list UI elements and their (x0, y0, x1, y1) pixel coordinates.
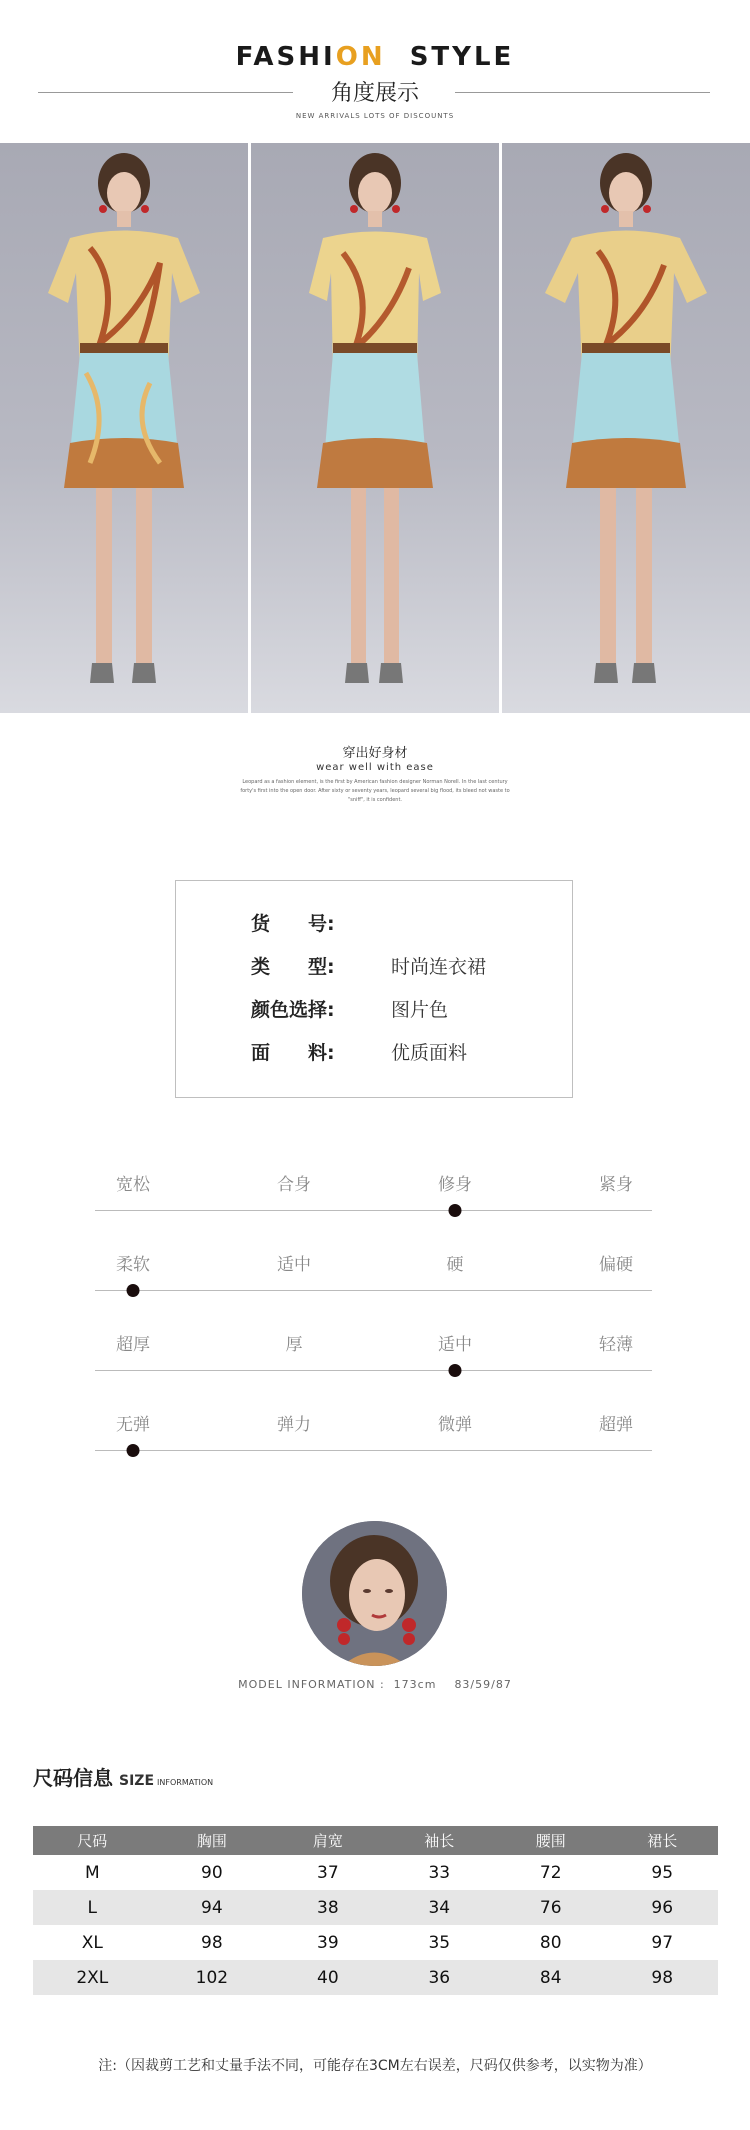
product-photo-1 (0, 143, 248, 713)
scale-marker (127, 1444, 140, 1457)
product-photo-2 (251, 143, 499, 713)
table-cell: XL (81, 1932, 103, 1953)
scale-label: 弹力 (277, 1415, 311, 1435)
table-cell: 90 (201, 1862, 223, 1883)
info-label: 类 型: (251, 956, 335, 978)
size-table (33, 1826, 718, 1995)
table-cell: 95 (651, 1862, 674, 1883)
scale-line (95, 1450, 652, 1451)
column-header: 腰围 (495, 1826, 606, 1855)
size-disclaimer-note: 注:（因裁剪工艺和丈量手法不同，可能存在3CM左右误差，尺码仅供参考，以实物为准） (98, 2058, 652, 2074)
size-table-header (33, 1826, 718, 1855)
scale-label: 宽松 (116, 1175, 150, 1195)
column-header: 裙长 (606, 1826, 718, 1855)
table-cell: 35 (428, 1932, 451, 1953)
model-information: MODEL INFORMATION : 173cm 83/59/87 (238, 1678, 512, 1691)
table-cell: 98 (201, 1932, 223, 1953)
table-cell: 102 (152, 1960, 273, 1995)
product-info-box (175, 880, 573, 1098)
scale-label: 合身 (277, 1175, 311, 1195)
scale-label: 厚 (285, 1335, 303, 1355)
scale-marker (449, 1204, 462, 1217)
table-cell: 39 (317, 1932, 339, 1953)
softness-scale (95, 1250, 652, 1310)
scale-label: 超厚 (116, 1335, 150, 1355)
info-label: 面 料: (251, 1042, 335, 1064)
table-cell: L (33, 1890, 152, 1925)
column-header: 袖长 (384, 1826, 495, 1855)
info-label: 颜色选择: (251, 999, 335, 1021)
wear-body-text: Leopard as a fashion element, is the first by American fashion designer Norman Norell. In the last century forty's first into the open door. After sixty or seventy years, leopard several big flood, its bleed not waste to "sniff", it is confident. (240, 779, 510, 803)
scale-marker (127, 1284, 140, 1297)
fashion-style-title: FASHION STYLE (235, 42, 515, 72)
product-photo-3 (502, 143, 750, 713)
scale-label: 轻薄 (599, 1335, 633, 1355)
table-cell: 80 (539, 1932, 562, 1953)
table-row (33, 1925, 718, 1960)
scale-label: 微弹 (438, 1415, 472, 1435)
table-cell: 96 (606, 1890, 718, 1925)
photo-strip (0, 143, 750, 713)
table-row (33, 1960, 718, 1995)
scale-label: 柔软 (116, 1255, 150, 1275)
scale-label: 适中 (438, 1335, 472, 1355)
table-cell: 34 (384, 1890, 495, 1925)
wear-title-en: wear well with ease (316, 762, 434, 773)
table-cell: 94 (152, 1890, 273, 1925)
fit-scale (95, 1170, 652, 1230)
angle-display-subtitle: 角度展示 (330, 81, 419, 106)
scale-label: 适中 (277, 1255, 311, 1275)
table-cell: 97 (651, 1932, 674, 1953)
table-cell: 2XL (33, 1960, 152, 1995)
table-cell: 36 (384, 1960, 495, 1995)
info-value: 图片色 (391, 999, 449, 1021)
scale-label: 硬 (446, 1255, 464, 1275)
table-cell: 40 (272, 1960, 383, 1995)
header-tagline: NEW ARRIVALS LOTS OF DISCOUNTS (295, 112, 455, 120)
scale-label: 无弹 (116, 1415, 150, 1435)
table-cell: 76 (495, 1890, 606, 1925)
page-header (0, 0, 750, 140)
table-cell: 72 (539, 1862, 562, 1883)
column-header: 尺码 (33, 1826, 152, 1855)
elasticity-scale (95, 1410, 652, 1470)
table-cell: 84 (495, 1960, 606, 1995)
scale-line (95, 1290, 652, 1291)
table-cell: 37 (317, 1862, 339, 1883)
scale-label: 紧身 (599, 1175, 633, 1195)
table-cell: 98 (606, 1960, 718, 1995)
wear-title-cn: 穿出好身材 (342, 746, 408, 761)
model-avatar (302, 1521, 447, 1666)
scale-label: 偏硬 (599, 1255, 633, 1275)
table-cell: 38 (272, 1890, 383, 1925)
info-label: 货 号: (251, 913, 335, 935)
table-row (33, 1855, 718, 1890)
title-accent: ON (335, 42, 386, 72)
scale-marker (449, 1364, 462, 1377)
column-header: 肩宽 (272, 1826, 383, 1855)
info-value: 时尚连衣裙 (391, 956, 487, 978)
scale-label: 修身 (438, 1175, 472, 1195)
table-cell: M (84, 1862, 100, 1883)
scale-label: 超弹 (599, 1415, 633, 1435)
scale-line (95, 1210, 652, 1211)
scale-line (95, 1370, 652, 1371)
size-info-heading: 尺码信息 SIZE INFORMATION (33, 1766, 214, 1790)
thickness-scale (95, 1330, 652, 1390)
table-row (33, 1890, 718, 1925)
table-cell: 33 (428, 1862, 451, 1883)
column-header: 胸围 (152, 1826, 273, 1855)
info-value: 优质面料 (391, 1042, 468, 1064)
